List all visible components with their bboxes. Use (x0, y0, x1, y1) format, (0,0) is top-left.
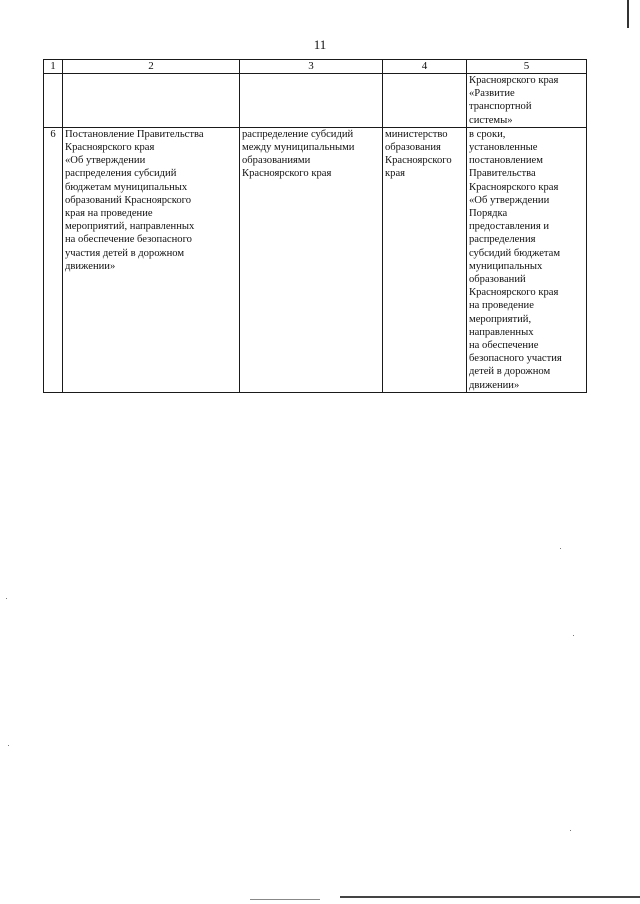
deadline-cell: Красноярского края «Развитие транспортной системы» (467, 74, 587, 128)
header-cell-3: 3 (240, 60, 383, 74)
header-cell-5: 5 (467, 60, 587, 74)
row-number-cell (44, 74, 63, 128)
header-cell-4: 4 (383, 60, 467, 74)
content-cell (240, 74, 383, 128)
page-number: 11 (313, 37, 327, 52)
document-cell (63, 74, 240, 128)
deadline-cell: в сроки, установленные постановлением Правительства Красноярского края «Об утверждении Порядка предоставления и распределения субсидий бюджетам муниципальных образований Красноярского края на проведение мероприятий, направленных на обеспечение безопасного участия детей в дорожном движении» (467, 127, 587, 392)
header-cell-2: 2 (63, 60, 240, 74)
scan-speck (570, 830, 571, 831)
document-cell: Постановление Правительства Красноярского края «Об утверждении распределения субсидий бюджетам муниципальных образований Красноярского края на проведение мероприятий, направленных на обеспечение безопасного участия детей в дорожном движении» (63, 127, 240, 392)
responsible-cell: министерство образования Красноярского края (383, 127, 467, 392)
table-row (44, 74, 587, 128)
responsible-cell (383, 74, 467, 128)
scan-speck (8, 745, 9, 746)
scan-speck (573, 635, 574, 636)
scan-bottom-line-short (250, 899, 320, 900)
table-header (44, 60, 587, 74)
scan-bottom-line (340, 896, 640, 898)
scan-speck (560, 548, 561, 549)
table-row (44, 127, 587, 392)
header-cell-1: 1 (44, 60, 63, 74)
table-body (44, 74, 587, 393)
measures-table (43, 59, 587, 393)
scan-speck (6, 598, 7, 599)
scan-edge-mark (627, 0, 629, 28)
content-cell: распределение субсидий между муниципальными образованиями Красноярского края (240, 127, 383, 392)
header-row (44, 60, 587, 74)
row-number-cell: 6 (44, 127, 63, 392)
